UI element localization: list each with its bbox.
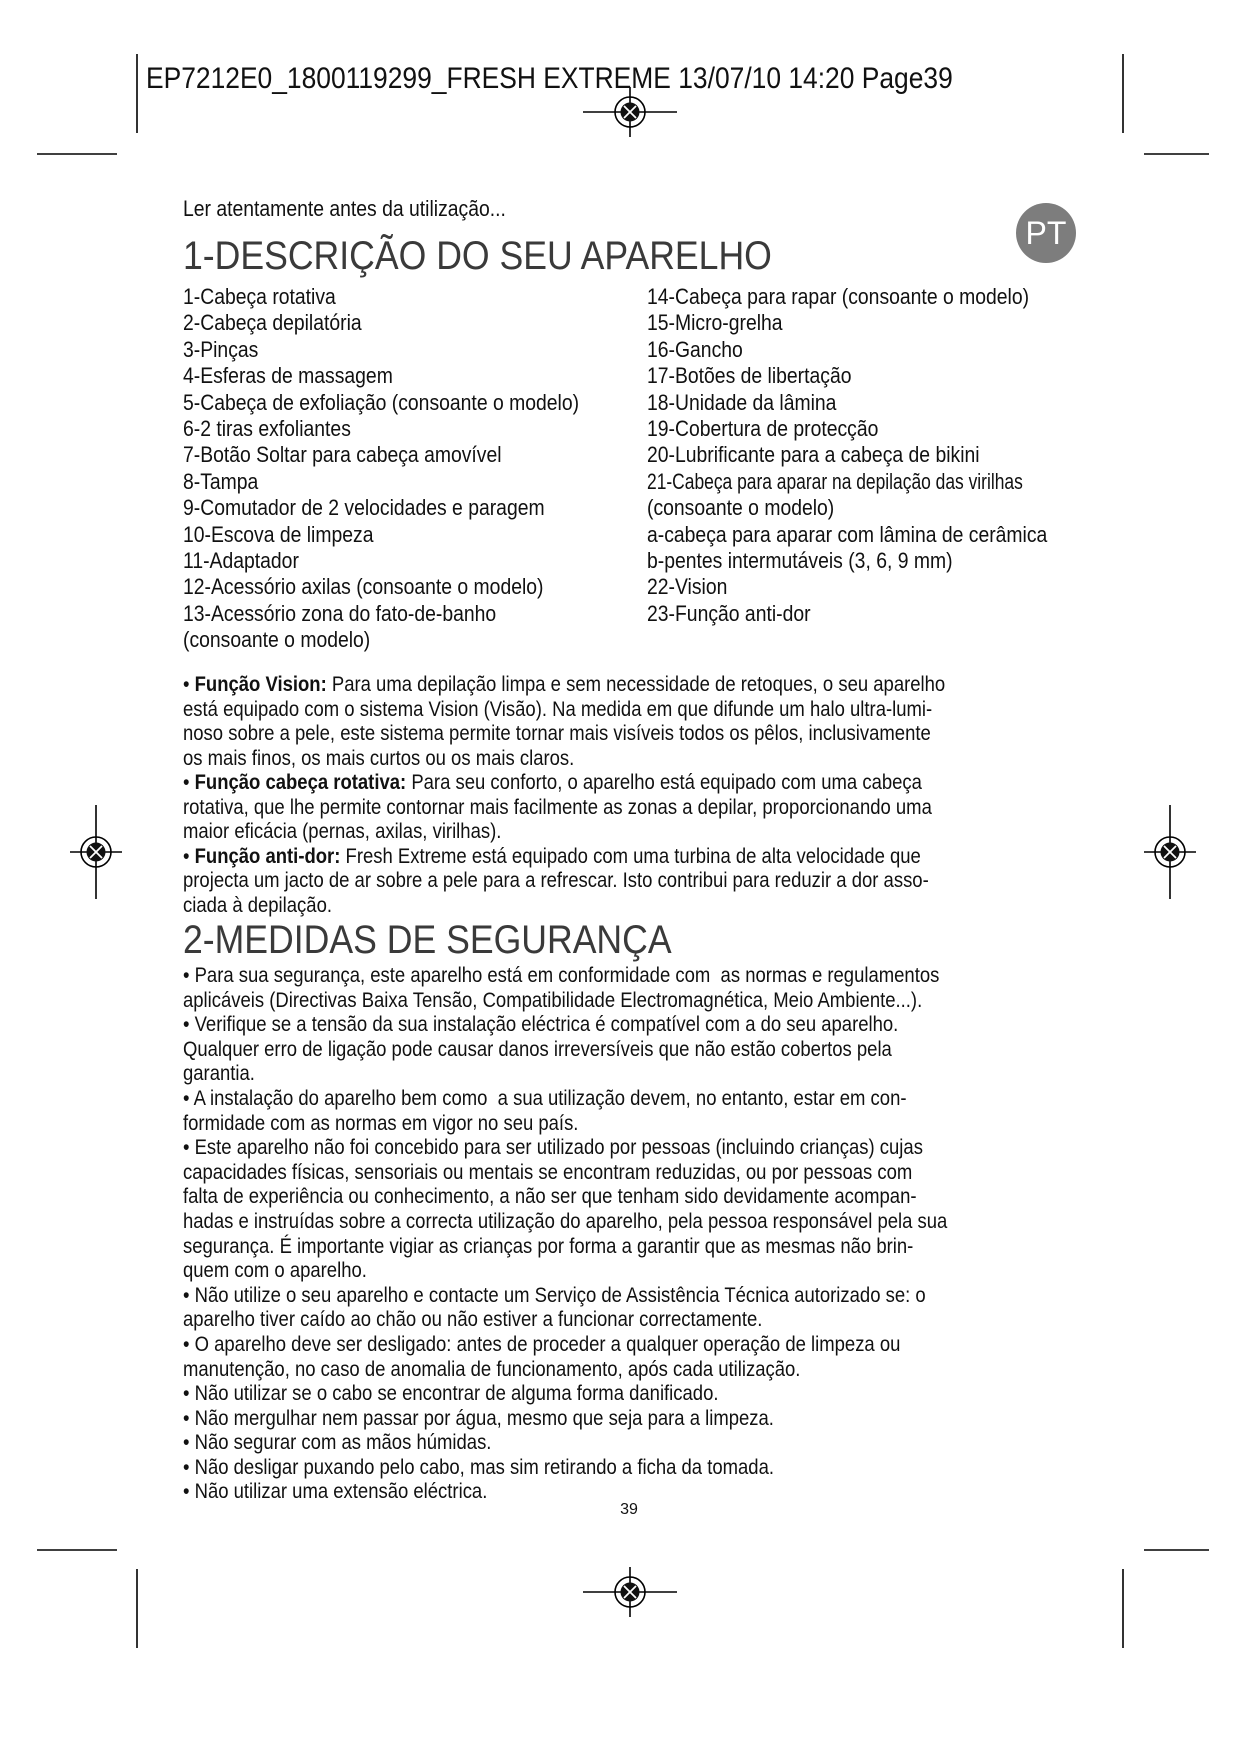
- registration-mark-left-icon: [70, 805, 122, 899]
- parts-list-item: 18-Unidade da lâmina: [647, 389, 837, 415]
- safety-line: • Não utilizar se o cabo se encontrar de alguma forma danificado.: [183, 1382, 719, 1406]
- safety-line: falta de experiência ou conhecimento, a não ser que tenham sido devidamente acompan-: [183, 1185, 917, 1209]
- parts-list-item: 3-Pinças: [183, 336, 259, 362]
- section-title-safety: 2-MEDIDAS DE SEGURANÇA: [183, 918, 672, 962]
- feature-anti-pain-line: projecta um jacto de ar sobre a pele para a refrescar. Isto contribui para reduzir a dor asso-: [183, 869, 929, 892]
- parts-list-item: 16-Gancho: [647, 336, 743, 362]
- page-number: 39: [620, 1501, 638, 1518]
- safety-line: segurança. É importante vigiar as crianças por forma a garantir que as mesmas não brin-: [183, 1234, 914, 1258]
- parts-list-item: 17-Botões de libertação: [647, 363, 852, 389]
- parts-list-item: 14-Cabeça para rapar (consoante o modelo): [647, 284, 1030, 309]
- parts-list-item-text: 21-Cabeça para aparar na depilação das virilhas: [647, 468, 1023, 494]
- feature-descriptions: [183, 673, 1063, 918]
- safety-line: capacidades físicas, sensoriais ou mentais se encontram reduzidas, ou por pessoas com: [183, 1160, 913, 1184]
- safety-line: • Não utilize o seu aparelho e contacte um Serviço de Assistência Técnica autorizado se: o: [183, 1283, 926, 1307]
- parts-list-item: 22-Vision: [647, 574, 728, 600]
- parts-list-item: 19-Cobertura de protecção: [647, 416, 879, 442]
- registration-mark-right-icon: [1144, 805, 1196, 899]
- safety-line: • Não mergulhar nem passar por água, mesmo que seja para a limpeza.: [183, 1406, 774, 1430]
- safety-line: • O aparelho deve ser desligado: antes de proceder a qualquer operação de limpeza ou: [183, 1332, 901, 1356]
- safety-line: Qualquer erro de ligação pode causar danos irreversíveis que não estão cobertos pela: [183, 1037, 892, 1061]
- safety-line: • Não utilizar uma extensão eléctrica.: [183, 1480, 488, 1504]
- parts-list-item-continuation: (consoante o modelo): [183, 627, 371, 653]
- safety-line: garantia.: [183, 1062, 255, 1086]
- parts-list-item: 1-Cabeça rotativa: [183, 284, 336, 309]
- feature-rotating-head-line: maior eficácia (pernas, axilas, virilhas).: [183, 820, 502, 843]
- parts-list-item: 13-Acessório zona do fato-de-banho: [183, 600, 497, 626]
- feature-vision-line: os mais finos, os mais curtos ou os mais claros.: [183, 746, 575, 770]
- parts-list-left: [183, 284, 605, 654]
- parts-list-item: 7-Botão Soltar para cabeça amovível: [183, 442, 502, 468]
- parts-list-item: 6-2 tiras exfoliantes: [183, 416, 351, 442]
- print-page: Page39: [861, 62, 953, 95]
- feature-anti-pain-line: ciada à depilação.: [183, 893, 332, 917]
- parts-list-item: 4-Esferas de massagem: [183, 363, 393, 389]
- parts-list-item: 10-Escova de limpeza: [183, 521, 374, 547]
- registration-mark-bottom-icon: [583, 1567, 677, 1617]
- crop-mark-bottom-left: [37, 1550, 137, 1648]
- safety-line: • Para sua segurança, este aparelho está em conformidade com as normas e regulamentos: [183, 964, 940, 987]
- feature-rotating-head-line: [183, 771, 1063, 796]
- print-time: 14:20: [788, 62, 855, 95]
- feature-label: Função Vision:: [194, 673, 327, 696]
- parts-list-item-continuation: (consoante o modelo): [647, 495, 835, 521]
- parts-list-item: 8-Tampa: [183, 468, 259, 494]
- parts-list-item: 15-Micro-grelha: [647, 310, 783, 336]
- parts-list-item: 2-Cabeça depilatória: [183, 310, 362, 336]
- print-date: 13/07/10: [678, 62, 782, 95]
- intro-text: Ler atentamente antes da utilização...: [183, 196, 506, 221]
- safety-line: manutenção, no caso de anomalia de funcionamento, após cada utilização.: [183, 1357, 801, 1381]
- job-code: EP7212E0_1800119299_FRESH EXTREME: [146, 62, 671, 95]
- safety-line: • A instalação do aparelho bem como a sua utilização devem, no entanto, estar em con-: [183, 1086, 907, 1110]
- parts-list-subitem: b-pentes intermutáveis (3, 6, 9 mm): [647, 548, 953, 574]
- section-title-description: 1-DESCRIÇÃO DO SEU APARELHO: [183, 234, 772, 278]
- feature-text: Fresh Extreme está equipado com uma turbina de alta velocidade que: [345, 844, 921, 868]
- feature-vision-line: [183, 673, 1063, 698]
- safety-line: • Este aparelho não foi concebido para ser utilizado por pessoas (incluindo crianças) cujas: [183, 1136, 923, 1160]
- bullet: •: [183, 844, 190, 868]
- parts-list-item: 5-Cabeça de exfoliação (consoante o modelo): [183, 389, 580, 415]
- bullet: •: [183, 771, 190, 794]
- safety-line: aparelho tiver caído ao chão ou não estiver a funcionar correctamente.: [183, 1308, 763, 1332]
- parts-list-subitem: a-cabeça para aparar com lâmina de cerâmica: [647, 521, 1048, 547]
- feature-anti-pain-line: [183, 845, 1063, 870]
- crop-mark-top-left: [37, 54, 137, 154]
- feature-text: Para seu conforto, o aparelho está equipado com uma cabeça: [411, 771, 922, 794]
- crop-mark-bottom-right: [1123, 1550, 1209, 1648]
- safety-line: • Não desligar puxando pelo cabo, mas sim retirando a ficha da tomada.: [183, 1455, 774, 1479]
- feature-text: Para uma depilação limpa e sem necessidade de retoques, o seu aparelho: [331, 673, 946, 696]
- bullet: •: [183, 673, 190, 696]
- safety-line: • Verifique se a tensão da sua instalação eléctrica é compatível com a do seu aparelho.: [183, 1013, 899, 1037]
- language-badge: PT: [1016, 203, 1076, 263]
- print-slug-header: [146, 62, 953, 96]
- parts-list-item: 23-Função anti-dor: [647, 600, 811, 626]
- parts-list-item: 11-Adaptador: [183, 548, 299, 574]
- parts-list-item: 9-Comutador de 2 velocidades e paragem: [183, 495, 545, 521]
- safety-line: formidade com as normas em vigor no seu país.: [183, 1111, 579, 1135]
- safety-line: quem com o aparelho.: [183, 1259, 367, 1283]
- feature-vision-line: está equipado com o sistema Vision (Visão). Na medida em que difunde um halo ultra-lumi-: [183, 697, 933, 721]
- feature-rotating-head-line: rotativa, que lhe permite contornar mais facilmente as zonas a depilar, proporcionando uma: [183, 795, 932, 819]
- safety-line: hadas e instruídas sobre a correcta utilização do aparelho, pela pessoa responsável pela sua: [183, 1209, 948, 1233]
- feature-label: Função cabeça rotativa:: [194, 771, 407, 794]
- parts-list-item: [647, 469, 1105, 495]
- safety-line: aplicáveis (Directivas Baixa Tensão, Compatibilidade Electromagnética, Meio Ambiente...).: [183, 988, 923, 1012]
- safety-instructions: [183, 964, 1063, 1505]
- parts-list-item: 12-Acessório axilas (consoante o modelo): [183, 574, 544, 600]
- parts-list-right: [647, 284, 1105, 627]
- crop-mark-top-right: [1123, 54, 1209, 154]
- feature-vision-line: noso sobre a pele, este sistema permite tornar mais visíveis todos os pêlos, inclusivamente: [183, 722, 931, 745]
- safety-line: • Não segurar com as mãos húmidas.: [183, 1431, 492, 1455]
- parts-list-item: 20-Lubrificante para a cabeça de bikini: [647, 442, 980, 468]
- feature-label: Função anti-dor:: [194, 844, 341, 868]
